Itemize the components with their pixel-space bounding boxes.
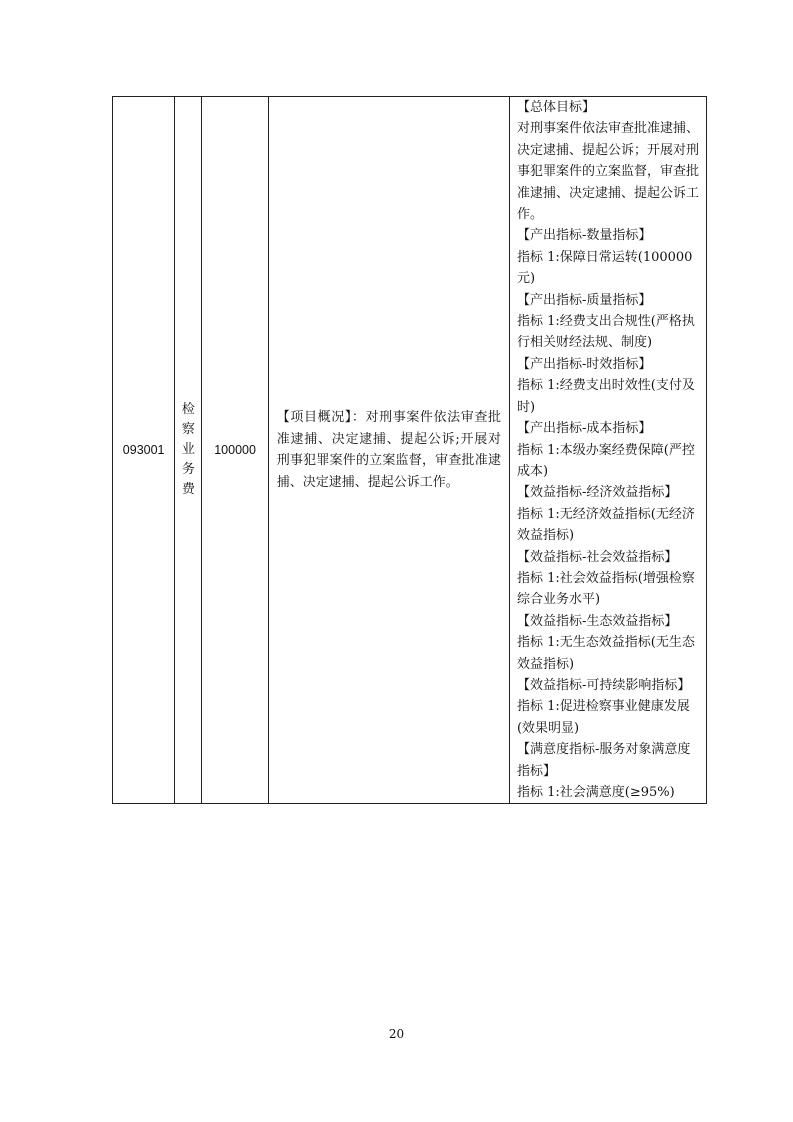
goal-line: 时) [516,399,536,415]
goal-line: 作。 [516,207,543,223]
goal-line: 元) [516,271,536,287]
project-name: 检察业务费 [181,402,195,498]
goal-line: 【产出指标-成本指标】 [516,421,652,437]
goal-line: 指标 1:社会效益指标(增强检察 [516,570,695,586]
performance-goals-list [517,97,704,803]
goal-line: 决定逮捕、提起公诉；开展对刑 [516,142,699,158]
goal-line: 准逮捕、决定逮捕、提起公诉工 [516,185,699,201]
goal-line: 指标 1:促进检察事业健康发展 [516,699,690,715]
budget-amount: 100000 [214,443,256,458]
project-description-cell [268,97,509,804]
goal-line: 指标】 [516,763,556,779]
goal-line: 【产出指标-时效指标】 [516,356,652,372]
goal-line: 对刑事案件依法审查批准逮捕、 [516,121,699,137]
project-budget-table [112,96,707,804]
project-description: 【项目概况】：对刑事案件依法审查批准逮捕、决定逮捕、提起公诉;开展对刑事犯罪案件的立案监督，审查批准逮捕、决定逮捕、提起公诉工作。 [276,410,501,490]
goal-line: 指标 1:无经济效益指标(无经济 [516,506,695,522]
goal-line: 【效益指标-生态效益指标】 [516,613,678,629]
goal-line: 【效益指标-可持续影响指标】 [516,677,691,693]
table-row [113,97,707,804]
goal-line: 事犯罪案件的立案监督，审查批 [516,164,699,180]
project-name-cell [175,97,202,804]
project-code-cell [113,97,175,804]
goal-line: 指标 1:经费支出时效性(支付及 [516,378,695,394]
page-number: 20 [388,1027,405,1041]
goal-line: 指标 1:无生态效益指标(无生态 [516,635,695,651]
goal-line: (效果明显) [516,720,580,736]
goal-line: 指标 1:本级办案经费保障(严控 [516,442,695,458]
goal-line: 效益指标) [516,656,575,672]
goal-line: 综合业务水平) [516,592,601,608]
goal-line: 【总体目标】 [516,100,595,115]
goal-line: 效益指标) [516,528,575,544]
goal-line: 【满意度指标-服务对象满意度 [516,742,691,758]
goal-line: 指标 1:社会满意度(≥95%) [516,785,675,800]
project-code: 093001 [122,443,165,458]
goal-line: 指标 1:保障日常运转(100000 [516,249,693,265]
goal-line: 【效益指标-社会效益指标】 [516,549,678,565]
performance-goals-cell [509,97,706,804]
budget-amount-cell [202,97,268,804]
goal-line: 成本) [516,463,549,479]
goal-line: 【产出指标-质量指标】 [516,292,652,308]
goal-line: 【效益指标-经济效益指标】 [516,485,678,501]
goal-line: 指标 1:经费支出合规性(严格执 [516,314,695,330]
goal-line: 行相关财经法规、制度) [516,335,653,351]
goal-line: 【产出指标-数量指标】 [516,228,652,244]
